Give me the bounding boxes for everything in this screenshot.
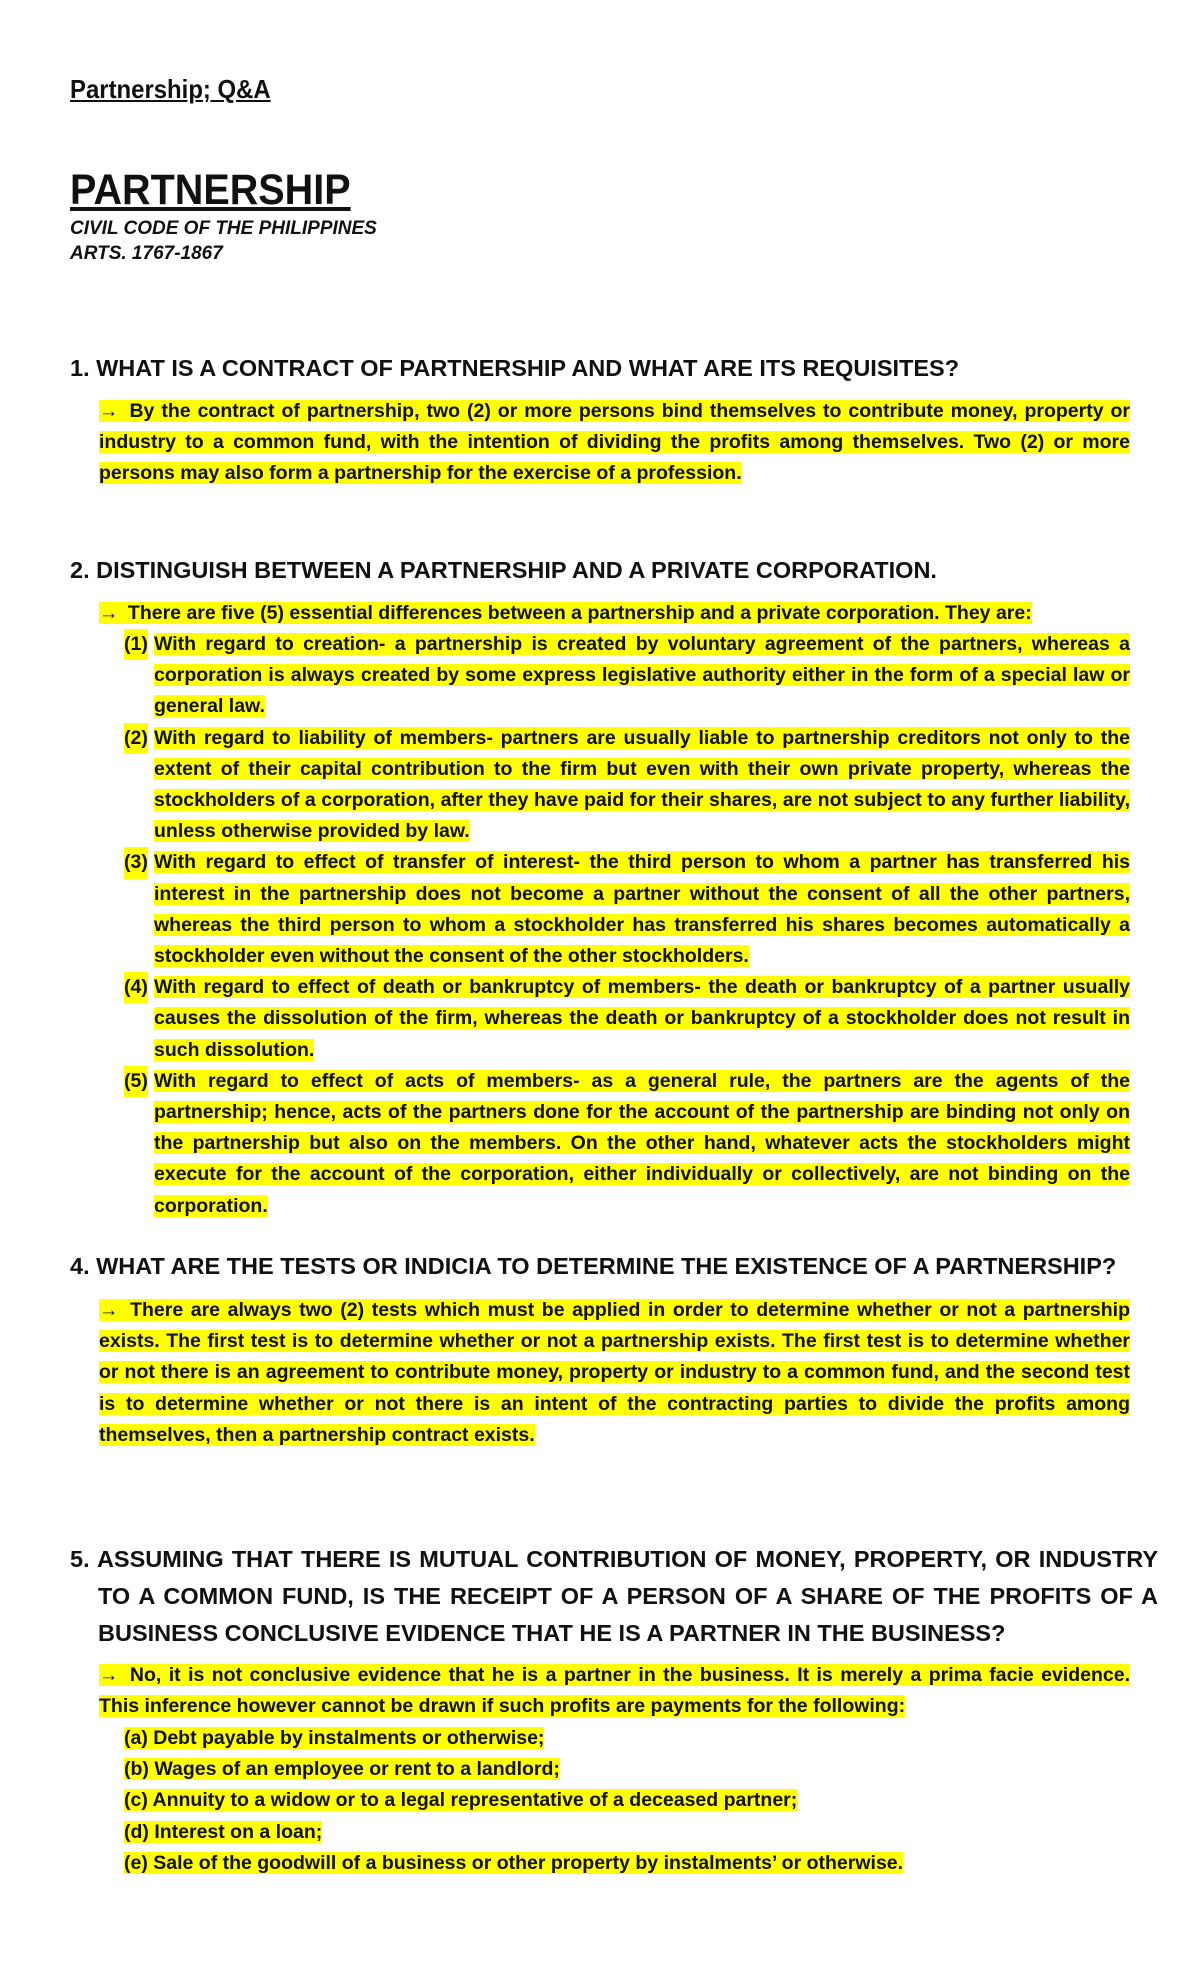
question-2: 2. DISTINGUISH BETWEEN A PARTNERSHIP AND A PRIVATE CORPORATION.	[70, 557, 937, 583]
list-item-number: (5)	[124, 1066, 148, 1097]
list-item-text: (b) Wages of an employee or rent to a landlord;	[124, 1758, 560, 1781]
list-item	[124, 1785, 903, 1816]
list-item-text: With regard to effect of death or bankruptcy of members- the death or bankruptcy of a partner usually causes the dissolution of the firm, whereas the death or bankruptcy of a stockholder does not result in such dissolution.	[154, 976, 1130, 1061]
list-item-text: (a) Debt payable by instalments or otherwise;	[124, 1727, 545, 1749]
list-item-number: (3)	[124, 847, 148, 878]
list-item	[124, 723, 1130, 848]
list-item-text: (c) Annuity to a widow or to a legal representative of a deceased partner;	[124, 1789, 798, 1812]
list-item	[124, 1066, 1130, 1222]
list-item	[124, 1754, 903, 1785]
list-item	[124, 1817, 903, 1848]
subtitle-articles: ARTS. 1767-1867	[70, 243, 223, 264]
answer-4-text: There are always two (2) tests which must be applied in order to determine whether or not a partnership exists. The first test is to determine whether or not a partnership exists. The first test is to determine whether or not there is an agreement to contribute money, property or industry to a common fund, and the second test is to determine whether or not there is an intent of the contracting parties to divide the profits among themselves, then a partnership contract exists.	[99, 1299, 1130, 1446]
arrow-icon: →	[99, 400, 119, 422]
list-item	[124, 972, 1130, 1066]
list-item-text: With regard to effect of transfer of interest- the third person to whom a partner has transferred his interest in the partnership does not become a partner without the consent of all the other partners, whereas the third person to whom a stockholder has transferred his shares becomes automatically a stockholder even without the consent of the other stockholders.	[154, 851, 1130, 968]
list-item	[124, 1723, 903, 1754]
list-item	[124, 629, 1130, 723]
differences-list	[124, 629, 1130, 1222]
answer-5	[99, 1660, 1130, 1722]
answer-5-text: No, it is not conclusive evidence that he is a partner in the business. It is merely a prima facie evidence. This inference however cannot be drawn if such profits are payments for the following:	[99, 1664, 1130, 1718]
question-5: 5. ASSUMING THAT THERE IS MUTUAL CONTRIBUTION OF MONEY, PROPERTY, OR INDUSTRY TO A COMMON FUND, IS THE RECEIPT OF A PERSON OF A SHARE OF THE PROFITS OF A BUSINESS CONCLUSIVE EVIDENCE THAT HE IS A PARTNER IN THE BUSINESS?	[70, 1546, 1158, 1646]
list-item-number: (1)	[124, 629, 148, 660]
arrow-icon: →	[99, 1299, 119, 1321]
list-item-text: With regard to creation- a partnership is created by voluntary agreement of the partners, whereas a corporation is always created by some express legislative authority either in the form of a special law or general law.	[154, 633, 1130, 718]
list-item-text: With regard to liability of members- partners are usually liable to partnership creditors not only to the extent of their capital contribution to the firm but even with their own private property, whereas the stockholders of a corporation, after they have paid for their shares, are not subject to any further liability, unless otherwise provided by law.	[154, 726, 1130, 843]
arrow-icon: →	[99, 1664, 119, 1686]
page-title: PARTNERSHIP	[70, 166, 351, 214]
answer-2-text: There are five (5) essential differences between a partnership and a private corporation. They are:	[127, 602, 1032, 624]
list-item	[124, 847, 1130, 972]
list-item-text: With regard to effect of acts of members- as a general rule, the partners are the agents of the partnership; hence, acts of the partners done for the account of the partnership are binding not only on the partnership but also on the members. On the other hand, whatever acts the stockholders might execute for the account of the corporation, either individually or collectively, are not binding on the corporation.	[154, 1069, 1130, 1217]
question-1: 1. WHAT IS A CONTRACT OF PARTNERSHIP AND WHAT ARE ITS REQUISITES?	[70, 355, 960, 381]
answer-4	[99, 1295, 1130, 1451]
document-header: Partnership; Q&A	[70, 74, 271, 104]
list-item-text: (d) Interest on a loan;	[124, 1820, 323, 1843]
list-item	[124, 1848, 903, 1879]
answer-2-intro	[99, 598, 1130, 629]
answer-1	[99, 396, 1130, 490]
arrow-icon: →	[99, 602, 119, 624]
list-item-number: (4)	[124, 972, 148, 1003]
exceptions-list	[124, 1723, 903, 1879]
question-4: 4. WHAT ARE THE TESTS OR INDICIA TO DETERMINE THE EXISTENCE OF A PARTNERSHIP?	[70, 1253, 1117, 1279]
list-item-number: (2)	[124, 723, 148, 754]
list-item-text: (e) Sale of the goodwill of a business or other property by instalments’ or otherwise.	[124, 1851, 904, 1874]
answer-1-text: By the contract of partnership, two (2) or more persons bind themselves to contribute money, property or industry to a common fund, with the intention of dividing the profits among themselves. Two (2) or more persons may also form a partnership for the exercise of a profession.	[99, 400, 1130, 485]
subtitle-code: CIVIL CODE OF THE PHILIPPINES	[70, 218, 377, 239]
